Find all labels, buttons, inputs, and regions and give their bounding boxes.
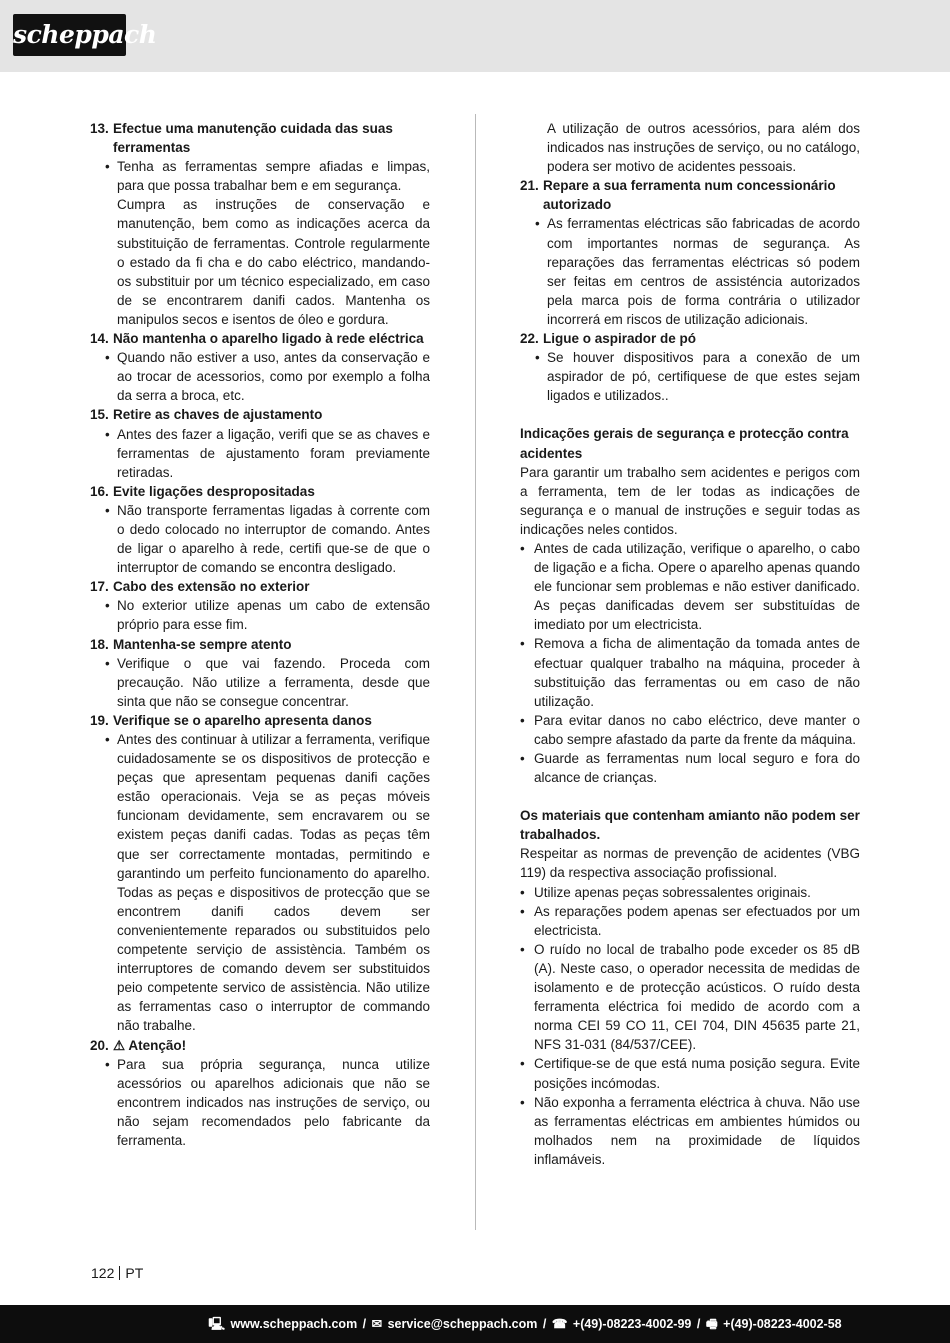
- list-item: • Antes des fazer a ligação, verifi que se as chaves e ferramentas de ajustamento foram previamente retiradas.: [90, 425, 430, 482]
- section-number: 21.: [520, 178, 539, 194]
- fax-icon: 🖷: [705, 1317, 718, 1331]
- section-15: [90, 405, 430, 424]
- section-20: [90, 1036, 430, 1055]
- list-item: • Tenha as ferramentas sempre afiadas e limpas, para que possa trabalhar bem e em segurança.: [90, 157, 430, 195]
- list-item: • Não exponha a ferramenta eléctrica à chuva. Não use as ferramentas eléctricas em ambientes húmidos ou molhados nem na proximidade de líquidos inflamáveis.: [520, 1093, 860, 1169]
- computer-icon: 🖳: [208, 1317, 226, 1331]
- list-item: • Verifique o que vai fazendo. Proceda com precaução. Não utilize a ferramenta, desde que sinta que não se consegue concentrar.: [90, 654, 430, 711]
- list-item-continuation: A utilização de outros acessórios, para além dos indicados nas instruções de serviço, ou no catálogo, podera ser motivo de acidentes pessoais.: [547, 121, 860, 175]
- section-number: 20.: [90, 1037, 109, 1053]
- list-item-continuation: Cumpra as instruções de conservação e manutenção, bem como as indicações acerca da substituição de ferramentas. Controle regularmente o estado da fi cha e do cabo eléctrico, mandando-os substituir por um técnico especializado, em caso de se encontrarem danifi cados. Mantenha os manipulos secos e isentos de óleo e gordura.: [117, 197, 430, 327]
- list-item: • No exterior utilize apenas um cabo de extensão próprio para esse fim.: [90, 596, 430, 634]
- general-safety-intro: Para garantir um trabalho sem acidentes e perigos com a ferramenta, tem de ler todas as indicações de segurança e o manual de instruções e seguir todas as indicações neles contidos.: [520, 464, 860, 537]
- list-item: • Se houver dispositivos para a conexão de um aspirador de pó, certifiquese de que estes sejam ligados e utilizados..: [520, 348, 860, 405]
- list-item: • O ruído no local de trabalho pode exceder os 85 dB (A). Neste caso, o operador necessita de medidas de isolamento e de protecção acústicos. O ruído desta ferramenta eléctrica foi medido de acordo com a norma CEI 59 CO 11, CEI 704, DIN 45635 parte 21, NFS 31-031 (84/537/CEE).: [520, 940, 860, 1055]
- section-13: [90, 119, 430, 157]
- asbestos-intro: Respeitar as normas de prevenção de acidentes (VBG 119) da respectiva associação profissional.: [520, 846, 860, 881]
- spacer: [520, 787, 860, 806]
- section-14: [90, 329, 430, 348]
- section-title: Ligue o aspirador de pó: [543, 331, 697, 347]
- section-21: [520, 176, 860, 214]
- list-item: • As reparações podem apenas ser efectuados por um electricista.: [520, 902, 860, 940]
- section-title: Cabo des extensão no exterior: [113, 579, 310, 595]
- section-title: Evite ligações despropositadas: [113, 483, 315, 499]
- list-item: • Remova a ficha de alimentação da tomada antes de efectuar qualquer trabalho na máquina, proceder à substituição das ferramentas ou em caso de não utilização.: [520, 634, 860, 710]
- page-number-value: 122: [91, 1265, 115, 1281]
- section-18: [90, 635, 430, 654]
- list-item: • Utilize apenas peças sobressalentes originais.: [520, 883, 860, 902]
- asbestos-heading: Os materiais que contenham amianto não podem ser trabalhados.: [520, 808, 860, 843]
- footer-phone[interactable]: +(49)-08223-4002-99: [572, 1317, 692, 1331]
- spacer: [520, 405, 860, 424]
- section-number: 13.: [90, 121, 109, 136]
- left-column: [90, 119, 430, 1150]
- section-title: Repare a sua ferramenta num concessionário autorizado: [543, 178, 836, 213]
- list-item: • Guarde as ferramentas num local seguro e fora do alcance de crianças.: [520, 749, 860, 787]
- brand-logo: scheppach: [13, 14, 126, 56]
- section-19: [90, 711, 430, 730]
- column-divider: [475, 114, 476, 1230]
- section-22: [520, 329, 860, 348]
- section-title: Retire as chaves de ajustamento: [113, 407, 323, 423]
- page-footer: [0, 1305, 950, 1343]
- section-16: [90, 482, 430, 501]
- footer-separator: /: [362, 1317, 367, 1331]
- warning-title: ⚠ Atenção!: [113, 1037, 187, 1053]
- list-item: • Antes des continuar à utilizar a ferramenta, verifique cuidadosamente se os dispositivos de protecção e peças que apresentam pequenas danifi cações estão operacionais. Veja se as peças móveis funcionam devidamente, sem encravarem ou se existem peças danifi cadas. Todas as peças têm que ser correctamente montadas, permitindo e garantindo um perfeito funcionamento do aparelho. Todas as peças e dispositivos de protecção que se encontrem danifi cados devem ser convenientemente reparados ou substituidos pelo competente serviçio de assistència. Também os interruptores de comando devem ser substituidos peio competente servico de assistència. Não utilize as ferramentas caso o interruptor de commando não trabalhe.: [90, 730, 430, 1036]
- footer-website[interactable]: www.scheppach.com: [230, 1317, 358, 1331]
- envelope-icon: ✉: [371, 1317, 383, 1331]
- section-number: 15.: [90, 407, 109, 423]
- list-item: • Antes de cada utilização, verifique o aparelho, o cabo de ligação e a ficha. Opere o aparelho apenas quando ele funcionar sem problemas e não estiver danificado. As peças danificadas devem ser substituídas de imediato por um electricista.: [520, 539, 860, 634]
- list-item: • Certifique-se de que está numa posição segura. Evite posições incómodas.: [520, 1054, 860, 1092]
- footer-separator: /: [696, 1317, 701, 1331]
- list-item: • As ferramentas eléctricas são fabricadas de acordo com importantes normas de segurança. As reparações das ferramentas eléctricas só podem ser feitas em centros de assisténcia autorizados pela marca pois de forma contrária o utilizador incorrerá em riscos de utilização adicionais.: [520, 214, 860, 329]
- phone-icon: ☎: [551, 1317, 568, 1331]
- section-number: 14.: [90, 331, 109, 347]
- section-number: 22.: [520, 331, 539, 347]
- section-number: 19.: [90, 712, 109, 728]
- section-title: Não mantenha o aparelho ligado à rede eléctrica: [113, 331, 424, 347]
- page-header: [0, 0, 950, 72]
- section-title: Mantenha-se sempre atento: [113, 636, 292, 652]
- section-17: [90, 577, 430, 596]
- section-number: 16.: [90, 483, 109, 499]
- list-item: • Para sua própria segurança, nunca utilize acessórios ou aparelhos adicionais que não se encontrem indicados nas instruções de serviço, ou não sejam recomendados pelo fabricante da ferramenta.: [90, 1055, 430, 1150]
- section-number: 18.: [90, 636, 109, 652]
- section-number: 17.: [90, 579, 109, 595]
- page-number-divider: [119, 1266, 120, 1280]
- section-title: Efectue uma manutenção cuidada das suas ferramentas: [113, 121, 393, 156]
- right-column: [520, 119, 860, 1169]
- page-language: PT: [125, 1265, 144, 1281]
- section-title: Verifique se o aparelho apresenta danos: [113, 712, 372, 728]
- footer-separator: /: [542, 1317, 547, 1331]
- footer-fax: +(49)-08223-4002-58: [723, 1317, 842, 1331]
- list-item: • Não transporte ferramentas ligadas à corrente com o dedo colocado no interruptor de comando. Antes de ligar o aparelho à rede, certifi que-se de que o interruptor de comando se encontra desligado.: [90, 501, 430, 577]
- list-item: • Para evitar danos no cabo eléctrico, deve manter o cabo sempre afastado da parte da frente da máquina.: [520, 711, 860, 749]
- footer-email[interactable]: service@scheppach.com: [387, 1317, 538, 1331]
- page-number: [91, 1265, 143, 1281]
- general-safety-heading: Indicações gerais de segurança e protecção contra acidentes: [520, 426, 849, 461]
- list-item: • Quando não estiver a uso, antes da conservação e ao trocar de acessorios, como por exemplo a folha da serra a broca, etc.: [90, 348, 430, 405]
